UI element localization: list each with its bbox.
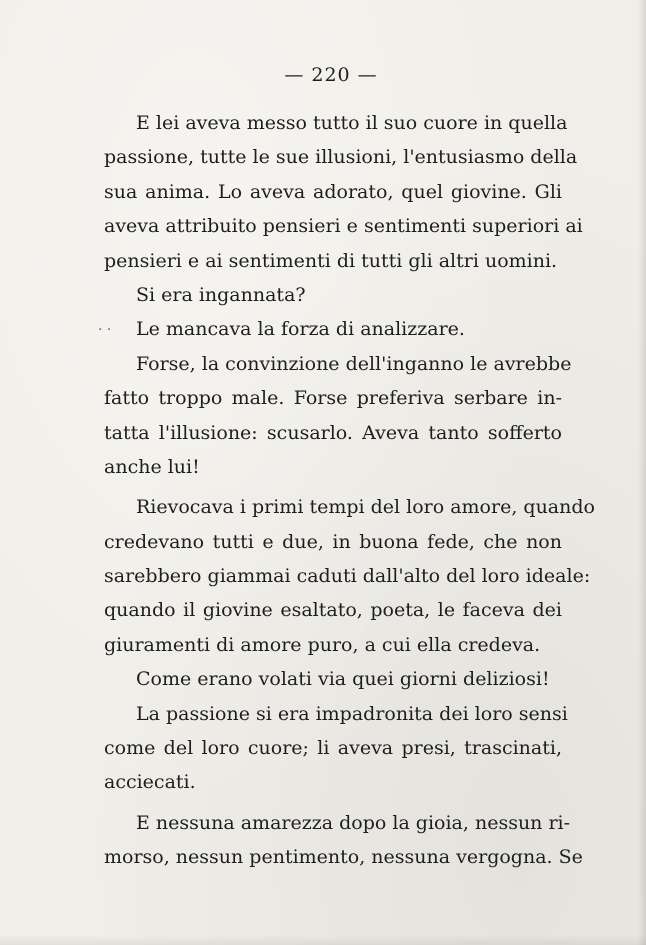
text-line: morso, nessun pentimento, nessuna vergogna. Se: [104, 846, 583, 869]
body-text: [104, 106, 595, 875]
text-line: pensieri e ai sentimenti di tutti gli altri uomini.: [104, 249, 558, 272]
text-line: Si era ingannata?: [136, 283, 306, 306]
text-line: passione, tutte le sue illusioni, l'entusiasmo della: [104, 146, 578, 169]
text-line: sua anima. Lo aveva adorato, quel giovine. Gli: [104, 180, 562, 203]
text-line: quando il giovine esaltato, poeta, le faceva dei: [104, 599, 562, 622]
page-number: — 220 —: [284, 64, 378, 86]
text-line: tatta l'illusione: scusarlo. Aveva tanto sofferto: [104, 421, 562, 444]
text-line: acciecati.: [104, 771, 196, 794]
text-line: Rievocava i primi tempi del loro amore, quando: [136, 496, 595, 519]
text-line: sarebbero giammai caduti dall'alto del loro ideale:: [104, 565, 591, 588]
page-bottom-shadow: [0, 935, 646, 945]
text-line: aveva attribuito pensieri e sentimenti superiori ai: [104, 215, 583, 238]
text-line: E lei aveva messo tutto il suo cuore in quella: [136, 112, 568, 134]
text-line: come del loro cuore; li aveva presi, trascinati,: [104, 737, 562, 760]
text-line: fatto troppo male. Forse preferiva serbare in-: [104, 387, 562, 410]
text-line: anche lui!: [104, 455, 200, 478]
text-line: La passione si era impadronita dei loro sensi: [136, 702, 568, 725]
margin-mark: . .: [98, 318, 112, 334]
text-line: E nessuna amarezza dopo la gioia, nessun ri-: [136, 811, 571, 834]
text-line: giuramenti di amore puro, a cui ella credeva.: [104, 633, 541, 656]
text-line: Come erano volati via quei giorni deliziosi!: [136, 668, 550, 691]
text-line: credevano tutti e due, in buona fede, che non: [104, 530, 562, 553]
text-line: Forse, la convinzione dell'inganno le avrebbe: [136, 352, 572, 375]
text-line: Le mancava la forza di analizzare.: [136, 318, 465, 341]
page-edge-shadow: [638, 0, 646, 945]
